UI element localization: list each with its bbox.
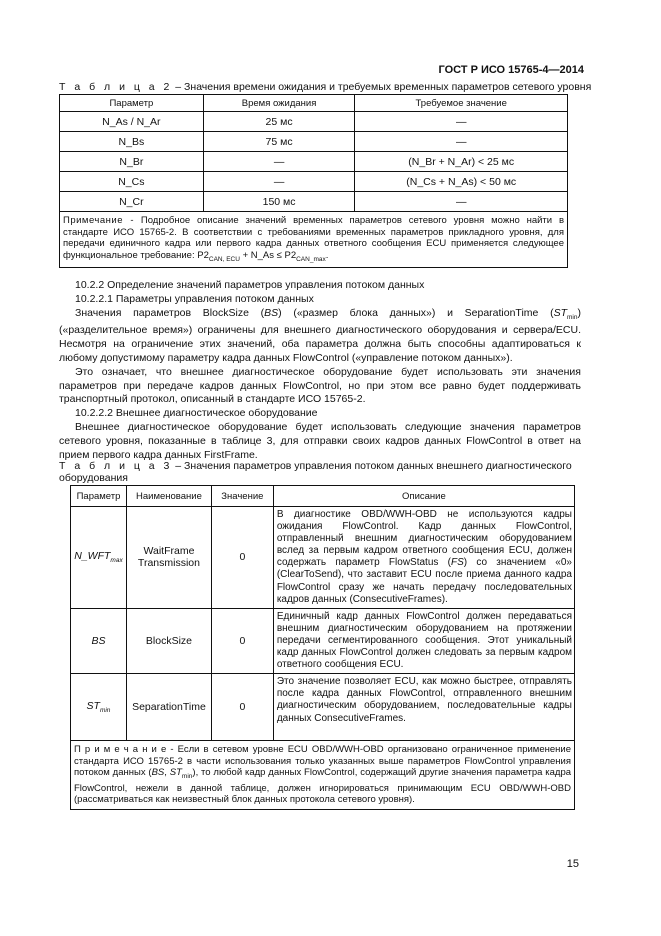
note-label: Примечание -	[63, 215, 135, 226]
table-row	[60, 132, 568, 152]
note-subscript: CAN, ECU	[208, 255, 240, 263]
note-subscript: CAN_max	[296, 255, 326, 263]
body-text	[59, 279, 581, 462]
table-row	[60, 192, 568, 212]
name-cell: WaitFrame Transmission	[126, 507, 211, 609]
column-header: Время ожидания	[203, 95, 355, 112]
description-cell: Единичный кадр данных FlowControl должен передаваться внешним диагностическим оборудованием на протяжении передачи сегментированного сообщения. Этот уникальный кадр данных FlowControl должен следовать за первым кадром ответного сообщения ECU.	[273, 608, 574, 673]
table-cell: —	[203, 152, 355, 172]
table-row	[60, 112, 568, 132]
param-subscript: max	[110, 557, 123, 565]
table-row	[71, 674, 575, 741]
table-header-row	[71, 486, 575, 507]
param-cell	[71, 674, 127, 741]
table3-caption-text: – Значения параметров управления потоком данных внешнего диагностического оборудования	[59, 460, 572, 484]
table-cell: 150 мс	[203, 192, 355, 212]
text-run: FS	[450, 557, 464, 569]
table-cell: N_Br	[60, 152, 204, 172]
description-cell: Это значение позволяет ECU, как можно быстрее, отправлять после кадра данных FlowControl, отправленного внешним диагностическим оборудованием, последовательные кадры данных ConsecutiveFrames.	[273, 674, 574, 741]
page-number: 15	[566, 858, 579, 870]
table-header-row	[60, 95, 568, 112]
param-symbol: ST	[86, 700, 100, 713]
note-text: + N_As ≤ P2	[239, 249, 297, 261]
column-header: Значение	[211, 486, 273, 507]
column-header: Параметр	[71, 486, 127, 507]
param-cell	[71, 507, 127, 609]
text-run: ST	[553, 306, 568, 319]
note-text: ST	[169, 767, 182, 779]
text-run: ) со значением «0» (ClearToSend), что заставит ECU после приема данного кадра FlowControl сразу же начать передачу последовательных кадров данных (ConsecutiveFrames).	[276, 557, 572, 605]
note-text: Подробное описание значений временных параметров сетевого уровня можно найти в стандарте ИСО 15765-2. В соответствии с требованиями временных параметров прикладного уровня, для передачи единичного кадра или первого кадра данных ответного сообщения ECU применяется следующее функциональное требование: P2	[63, 215, 564, 261]
column-header: Описание	[273, 486, 574, 507]
table2-caption-text: – Значения времени ожидания и требуемых временных параметров сетевого уровня	[172, 81, 592, 93]
table3-caption-prefix: Т а б л и ц а 3	[59, 460, 173, 472]
name-cell: BlockSize	[126, 608, 211, 673]
table-row	[71, 608, 575, 673]
table-cell: 75 мс	[203, 132, 355, 152]
table2-note	[60, 212, 568, 268]
text-run: BS	[264, 306, 279, 319]
name-cell: SeparationTime	[126, 674, 211, 741]
table-row	[60, 172, 568, 192]
table2-caption-prefix: Т а б л и ц а 2	[59, 81, 173, 93]
paragraph	[59, 307, 581, 366]
subsection-heading: 10.2.2.1 Параметры управления потоком данных	[75, 292, 314, 305]
column-header: Параметр	[60, 95, 204, 112]
table3-note	[71, 741, 575, 810]
table-cell: N_Cs	[60, 172, 204, 192]
value-cell: 0	[211, 507, 273, 609]
section-heading: 10.2.2 Определение значений параметров управления потоком данных	[75, 279, 425, 291]
timing-parameters-table	[59, 94, 568, 268]
value-cell: 0	[211, 608, 273, 673]
table-row	[71, 507, 575, 609]
table-note-row	[60, 212, 568, 268]
text-run: Значения параметров BlockSize (	[75, 306, 265, 319]
note-text: BS	[151, 767, 165, 779]
note-subscript: min	[181, 773, 193, 781]
param-symbol: N_WFT	[74, 550, 111, 563]
table-cell: 25 мс	[203, 112, 355, 132]
flow-control-parameters-table	[70, 485, 575, 810]
param-cell: BS	[71, 608, 127, 673]
table-cell: N_Bs	[60, 132, 204, 152]
text-run: ) («размер блока данных») и SeparationTime (	[278, 306, 554, 319]
note-label: П р и м е ч а н и е -	[74, 744, 174, 756]
description-cell	[273, 507, 574, 609]
table3-caption	[59, 460, 579, 484]
paragraph: Внешнее диагностическое оборудование будет использовать следующие значения параметров сетевого уровня, показанные в таблице 3, для отправки своих кадров данных FlowControl в ответ на прием первого кадра данных FirstFrame.	[59, 421, 581, 461]
table-cell: N_As / N_Ar	[60, 112, 204, 132]
note-text: Если в сетевом уровне ECU OBD/WWH-OBD организовано ограниченное применение стандарта ИСО 15765-2 в части использования только указанных выше параметров FlowControl управления потоком данных (	[74, 744, 571, 779]
note-text: ), то любой кадр данных FlowControl, содержащий другие значения параметра кадра FlowControl, нежели в данной таблице, должен игнорироваться принимающим ECU OBD/WWH-OBD (рассматриваться как неизвестный блок данных протокола сетевого уровня).	[74, 767, 572, 806]
table2-caption	[59, 81, 591, 93]
text-subscript: min	[567, 313, 578, 321]
note-text: .	[325, 249, 329, 261]
table-cell: (N_Cs + N_As) < 50 мс	[355, 172, 568, 192]
subsection-heading: 10.2.2.2 Внешнее диагностическое оборудование	[75, 407, 318, 420]
table-row	[60, 152, 568, 172]
paragraph: Это означает, что внешнее диагностическое оборудование будет использовать эти значения параметров при передаче кадров данных FlowControl, но при этом все равно будет поддерживать транспортный протокол, описанный в стандарте ИСО 15765-2.	[59, 365, 581, 406]
note-text: ,	[164, 767, 170, 779]
table-cell: —	[355, 112, 568, 132]
column-header: Наименование	[126, 486, 211, 507]
column-header: Требуемое значение	[355, 95, 568, 112]
table-cell: —	[355, 192, 568, 212]
table-cell: —	[203, 172, 355, 192]
table-cell: N_Cr	[60, 192, 204, 212]
table-cell: —	[355, 132, 568, 152]
param-subscript: min	[99, 707, 111, 715]
value-cell: 0	[211, 674, 273, 741]
table-note-row	[71, 741, 575, 810]
text-run: В диагностике OBD/WWH-OBD не используются кадры ожидания FlowControl. Кадр данных FlowControl, отправленный внешним диагностическим оборудованием вслед за первым кадром ответного сообщения ECU, должен содержать параметр FlowStatus (	[276, 509, 572, 569]
text-run: ) («разделительное время») ограничены для внешнего диагностического оборудования и сервера/ECU. Несмотря на ограничение этих значений, оба параметра должна быть способны адаптироваться к любому допустимому параметру кадра данных FlowControl («управление потоком данных»).	[59, 306, 581, 365]
document-header: ГОСТ Р ИСО 15765-4—2014	[438, 64, 584, 76]
table-cell: (N_Br + N_Ar) < 25 мс	[355, 152, 568, 172]
